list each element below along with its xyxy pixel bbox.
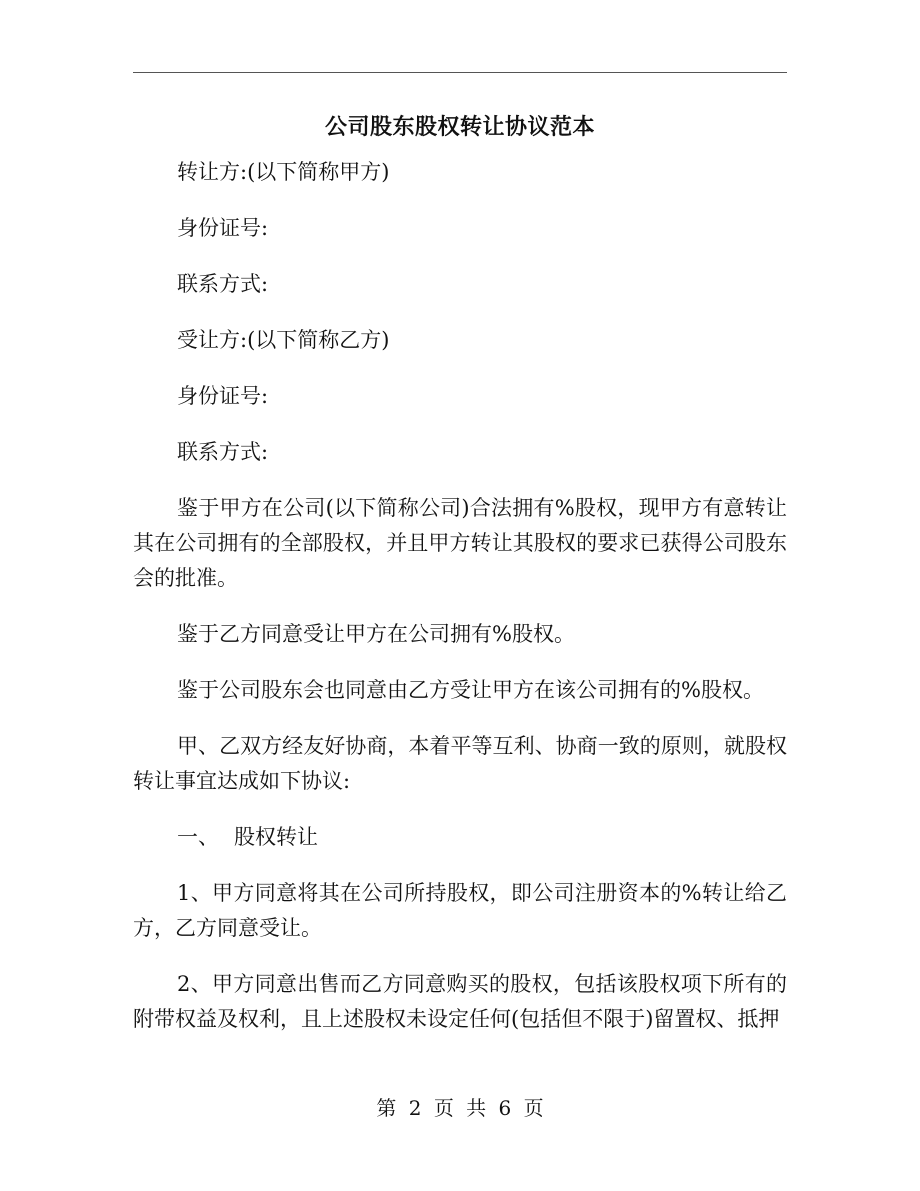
transferor-contact-field: 联系方式: — [177, 272, 269, 296]
transferee-contact-field: 联系方式: — [177, 440, 269, 464]
recital-paragraph: 鉴于甲方在公司(以下简称公司)合法拥有%股权，现甲方有意转让其在公司拥有的全部股权，并且甲方转让其股权的要求已获得公司股东会的批准。 — [133, 496, 787, 590]
transferee-field: 受让方:(以下简称乙方) — [177, 328, 390, 352]
transferee-id-field: 身份证号: — [177, 384, 269, 408]
clause-paragraph: 1、甲方同意将其在公司所持股权，即公司注册资本的%转让给乙方，乙方同意受让。 — [133, 881, 787, 940]
transferor-id-field: 身份证号: — [177, 216, 269, 240]
clause-paragraph: 2、甲方同意出售而乙方同意购买的股权，包括该股权项下所有的附带权益及权利，且上述股权未设定任何(包括但不限于)留置权、抵押 — [133, 972, 787, 1031]
transferor-field: 转让方:(以下简称甲方) — [177, 160, 390, 184]
recital-paragraph: 甲、乙双方经友好协商，本着平等互利、协商一致的原则，就股权转让事宜达成如下协议: — [133, 734, 787, 793]
recital-paragraph: 鉴于公司股东会也同意由乙方受让甲方在该公司拥有的%股权。 — [177, 678, 764, 702]
document-body — [133, 155, 787, 1058]
section-number: 一、 — [177, 825, 219, 849]
page-number-footer: 第 2 页 共 6 页 — [376, 1096, 544, 1120]
section-heading-text: 股权转让 — [234, 825, 318, 849]
document-title: 公司股东股权转让协议范本 — [324, 114, 595, 140]
header-rule — [133, 72, 787, 73]
recital-paragraph: 鉴于乙方同意受让甲方在公司拥有%股权。 — [177, 622, 575, 646]
section-heading — [133, 820, 787, 855]
